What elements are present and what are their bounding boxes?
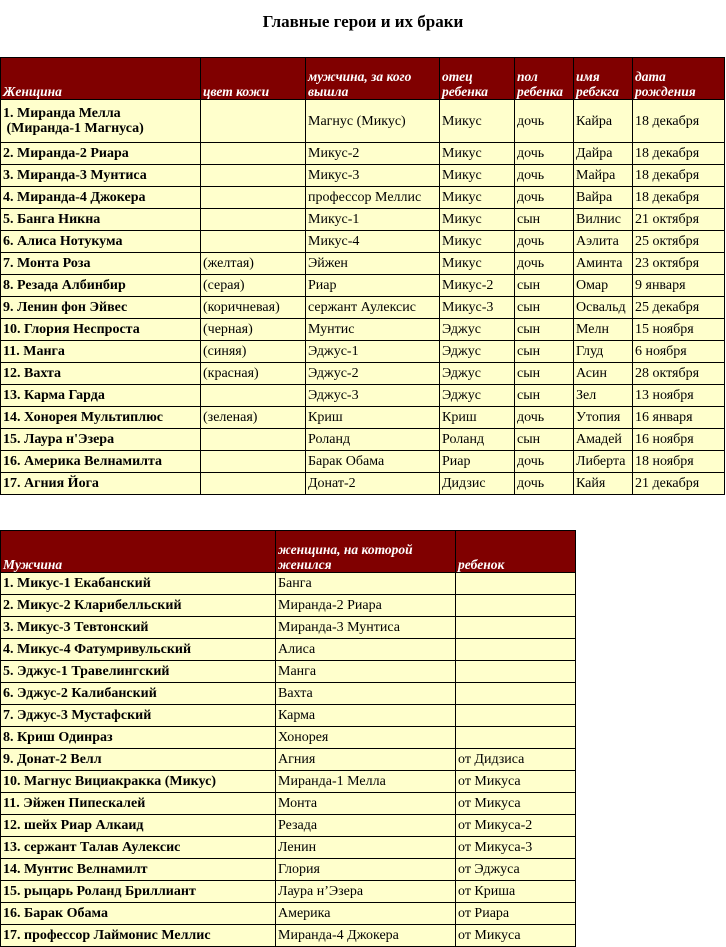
table-cell: дочь [515,473,574,495]
table-cell: 5. Банга Никна [1,209,201,231]
table-cell: Асин [574,363,633,385]
column-header: дата рождения [633,58,725,100]
table-cell: (серая) [201,275,306,297]
table-cell: 21 октября [633,209,725,231]
women-table [0,57,725,495]
table-cell: Омар [574,275,633,297]
table-cell: Агния [276,749,456,771]
table-cell: 15. рыцарь Роланд Бриллиант [1,881,276,903]
table-cell [456,683,576,705]
table-row [1,771,576,793]
table-cell: сын [515,341,574,363]
table-cell: дочь [515,451,574,473]
table-cell: 25 декабря [633,297,725,319]
table-cell: (синяя) [201,341,306,363]
table-cell: Эджус-1 [306,341,440,363]
men-table [0,530,576,947]
table-cell: 7. Монта Роза [1,253,201,275]
table-cell: 10. Магнус Вициакракка (Микус) [1,771,276,793]
table-cell [201,187,306,209]
table-cell: 3. Миранда-3 Мунтиса [1,165,201,187]
table-cell: Эджус-3 [306,385,440,407]
table-row [1,165,725,187]
table-cell [201,209,306,231]
table-cell: Мелн [574,319,633,341]
table-cell: Аэлита [574,231,633,253]
table-cell: дочь [515,407,574,429]
table-cell: от Микуса [456,925,576,947]
column-header: Мужчина [1,531,276,573]
table-cell: Вайра [574,187,633,209]
table-row [1,881,576,903]
table-cell: Утопия [574,407,633,429]
table-cell: 9. Ленин фон Эйвес [1,297,201,319]
table-cell: Миранда-4 Джокера [276,925,456,947]
table-cell: Донат-2 [306,473,440,495]
table-cell: Миранда-3 Мунтиса [276,617,456,639]
table-cell: Освальд [574,297,633,319]
table-cell: от Микуса [456,793,576,815]
table-row [1,451,725,473]
table-cell: 3. Микус-3 Тевтонский [1,617,276,639]
table-cell: Роланд [440,429,515,451]
table-cell: 8. Криш Одинраз [1,727,276,749]
table-cell: 28 октября [633,363,725,385]
column-header: цвет кожи [201,58,306,100]
table-cell: Монта [276,793,456,815]
table-cell: сын [515,385,574,407]
table-row [1,473,725,495]
table-cell: Миранда-2 Риара [276,595,456,617]
table-cell: 6. Эджус-2 Калибанский [1,683,276,705]
table-cell: дочь [515,143,574,165]
table-cell: 8. Резада Албинбир [1,275,201,297]
table-cell: Ленин [276,837,456,859]
table-cell: сын [515,209,574,231]
table-cell [201,473,306,495]
table-row [1,683,576,705]
table-cell: Микус-3 [306,165,440,187]
table-cell: Эджус-2 [306,363,440,385]
table-cell: Алиса [276,639,456,661]
table-cell: Амадей [574,429,633,451]
table-cell: Глуд [574,341,633,363]
column-header: женщина, на которой женился [276,531,456,573]
table-cell: 18 ноября [633,451,725,473]
table-cell: (зеленая) [201,407,306,429]
table-cell: 16. Барак Обама [1,903,276,925]
column-header: Женщина [1,58,201,100]
table-cell: 16. Америка Велнамилта [1,451,201,473]
table-cell: Миранда-1 Мелла [276,771,456,793]
table-row [1,595,576,617]
table-cell [456,573,576,595]
table-row [1,793,576,815]
table-cell: Микус [440,143,515,165]
table-cell: Вилнис [574,209,633,231]
table-cell: Карма [276,705,456,727]
table-row [1,925,576,947]
table-cell: 18 декабря [633,100,725,143]
table-cell: Криш [440,407,515,429]
table-cell: Риар [440,451,515,473]
table-cell: (красная) [201,363,306,385]
table-cell: Барак Обама [306,451,440,473]
table-cell: Банга [276,573,456,595]
table-cell: 25 октября [633,231,725,253]
table-cell: Хонорея [276,727,456,749]
table-row [1,815,576,837]
table-cell: Магнус (Микус) [306,100,440,143]
table-cell: 13 ноября [633,385,725,407]
column-header: пол ребенка [515,58,574,100]
table-cell: Вахта [276,683,456,705]
table-cell: 21 декабря [633,473,725,495]
table-cell: Эджус [440,319,515,341]
table-cell [456,639,576,661]
table-cell: 11. Манга [1,341,201,363]
table-cell: от Криша [456,881,576,903]
table-row [1,837,576,859]
table-row [1,859,576,881]
column-header: мужчина, за кого вышла [306,58,440,100]
table-row [1,617,576,639]
table-cell: сын [515,275,574,297]
table-cell: сын [515,363,574,385]
table-cell [201,143,306,165]
table-cell: от Эджуса [456,859,576,881]
table-cell: Кайра [574,100,633,143]
table-cell: 1. Микус-1 Екабанский [1,573,276,595]
table-cell [456,617,576,639]
table-cell: Криш [306,407,440,429]
table-cell: 9. Донат-2 Велл [1,749,276,771]
table-cell: Дайра [574,143,633,165]
column-header: ребенок [456,531,576,573]
table-cell: 17. Агния Йога [1,473,201,495]
table-cell: от Риара [456,903,576,925]
table-cell: Дидзис [440,473,515,495]
table-cell: Микус-3 [440,297,515,319]
table-row [1,187,725,209]
table-cell [201,385,306,407]
table-cell: Мунтис [306,319,440,341]
table-cell: 9 января [633,275,725,297]
table-cell: Либерта [574,451,633,473]
page-title: Главные герои и их браки [262,12,464,31]
table-row [1,385,725,407]
table-cell: Микус [440,100,515,143]
table-row [1,275,725,297]
column-header: имя ребгкга [574,58,633,100]
table-row [1,639,576,661]
table-cell: 17. профессор Лаймонис Меллис [1,925,276,947]
table-cell: Микус-2 [440,275,515,297]
table-cell: Манга [276,661,456,683]
table-cell: 6. Алиса Нотукума [1,231,201,253]
table-cell: сержант Аулексис [306,297,440,319]
table-cell: Микус [440,231,515,253]
table-cell [456,727,576,749]
table-cell: Микус-1 [306,209,440,231]
table-row [1,100,725,143]
table-row [1,407,725,429]
table-cell: Эйжен [306,253,440,275]
table-cell: Эджус [440,363,515,385]
table-cell: Зел [574,385,633,407]
table-row [1,253,725,275]
table-cell: 2. Миранда-2 Риара [1,143,201,165]
table-cell: 13. сержант Талав Аулексис [1,837,276,859]
table-row [1,209,725,231]
table-cell: Эджус [440,341,515,363]
table-row [1,705,576,727]
table-cell: дочь [515,187,574,209]
table-cell: 18 декабря [633,165,725,187]
table-cell [456,661,576,683]
table-cell: Микус [440,187,515,209]
table-cell: от Микуса-2 [456,815,576,837]
table-cell: Микус-2 [306,143,440,165]
table-row [1,341,725,363]
table-cell: дочь [515,165,574,187]
table-cell: Аминта [574,253,633,275]
table-cell: 14. Мунтис Велнамилт [1,859,276,881]
table-cell: 23 октября [633,253,725,275]
table-row [1,661,576,683]
table-row [1,363,725,385]
table-row [1,143,725,165]
table-cell [201,429,306,451]
table-cell [201,451,306,473]
table-cell: профессор Меллис [306,187,440,209]
table-cell: Микус [440,253,515,275]
table-cell: Лаура н’Эзера [276,881,456,903]
table-cell: 18 декабря [633,187,725,209]
table-cell: сын [515,429,574,451]
table-cell: 12. шейх Риар Алкаид [1,815,276,837]
table-cell: 13. Карма Гарда [1,385,201,407]
table-cell: (черная) [201,319,306,341]
table-cell: Микус [440,209,515,231]
table-cell: (желтая) [201,253,306,275]
table-cell: сын [515,297,574,319]
table-row [1,749,576,771]
women-table-header-row [1,58,725,100]
table-cell: 15. Лаура н'Эзера [1,429,201,451]
table-row [1,573,576,595]
table-cell: Роланд [306,429,440,451]
table-cell: 12. Вахта [1,363,201,385]
table-cell: 14. Хонорея Мультиплюс [1,407,201,429]
table-cell: 10. Глория Неспроста [1,319,201,341]
table-cell: дочь [515,100,574,143]
table-row [1,297,725,319]
table-cell: дочь [515,253,574,275]
table-cell: 7. Эджус-3 Мустафский [1,705,276,727]
table-cell: Кайя [574,473,633,495]
table-row [1,727,576,749]
table-cell: 11. Эйжен Пипескалей [1,793,276,815]
table-cell: (коричневая) [201,297,306,319]
table-cell: сын [515,319,574,341]
table-cell: 16 января [633,407,725,429]
table-cell: Микус-4 [306,231,440,253]
table-cell: 4. Миранда-4 Джокера [1,187,201,209]
table-cell: Майра [574,165,633,187]
table-cell: от Микуса [456,771,576,793]
table-cell [201,100,306,143]
table-cell: 18 декабря [633,143,725,165]
table-row [1,429,725,451]
men-table-header-row [1,531,576,573]
table-cell: Эджус [440,385,515,407]
table-cell: дочь [515,231,574,253]
table-cell: Риар [306,275,440,297]
table-cell: 1. Миранда Мелла (Миранда-1 Магнуса) [1,100,201,143]
table-row [1,319,725,341]
table-row [1,903,576,925]
table-cell [456,595,576,617]
table-cell [201,165,306,187]
table-cell: 15 ноября [633,319,725,341]
table-cell: Глория [276,859,456,881]
column-header: отец ребенка [440,58,515,100]
table-cell [456,705,576,727]
table-row [1,231,725,253]
table-cell: Америка [276,903,456,925]
table-cell: 2. Микус-2 Кларибелльский [1,595,276,617]
table-cell: 5. Эджус-1 Травелингский [1,661,276,683]
table-cell: 6 ноября [633,341,725,363]
table-cell: Микус [440,165,515,187]
table-cell: от Микуса-3 [456,837,576,859]
table-cell: Резада [276,815,456,837]
table-cell: 16 ноября [633,429,725,451]
table-cell: 4. Микус-4 Фатумривульский [1,639,276,661]
table-cell [201,231,306,253]
table-cell: от Дидзиса [456,749,576,771]
